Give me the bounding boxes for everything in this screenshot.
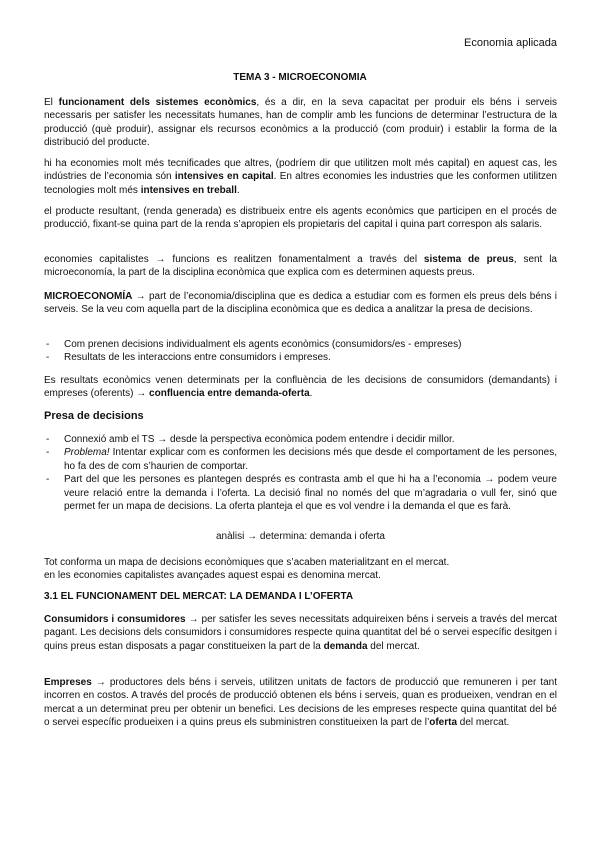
paragraph-economies-tecnificades: hi ha economies molt més tecnificades que altres, (podríem dir que utilitzen molt més capital) en aquest cas, les indústries de l’economia són intensives en capital. En altres economies les industries que les conformen utilitzen tecnologies molt més intensives en treball.: [44, 158, 557, 196]
subheading-presa-decisions: Presa de decisions: [44, 410, 144, 422]
paragraph-economies-capitalistes: economies capitalistes → funcions es realitzen fonamentalment a través del sistema de preus, sent la microeconomía, la part de la disciplina econòmica que explica com es determinen aquests preus.: [44, 254, 557, 279]
header-course: Economia aplicada: [464, 37, 557, 49]
list-item: - Problema! Intentar explicar com es conformen les decisions més que desde el comportament de les persones, ho fa des de com s’haurien de comportar.: [44, 446, 557, 473]
list-item: - Resultats de les interaccions entre consumidors i empreses.: [44, 351, 557, 364]
document-title: TEMA 3 - MICROECONOMIA: [233, 72, 367, 83]
list-presa-decisions: [44, 433, 557, 513]
paragraph-resultats: Es resultats econòmics venen determinats per la confluència de les decisions de consumidors (demandants) i empreses (oferents) → confluencia entre demanda-oferta.: [44, 375, 557, 400]
paragraph-funcionament: El funcionament dels sistemes econòmics, és a dir, en la seva capacitat per produir els béns i serveis necessaris per satisfer les necessitats humanes, han de complir amb les funcions de determinar l’estructura de la producció (què produir), assignar els recursos econòmics a la producció (com produir) i establir la forma de la distribució del producte.: [44, 97, 558, 149]
paragraph-consumidors: Consumidors i consumidores → per satisfer les seves necessitats adquireixen béns i serveis a través del mercat pagant. Les decisions dels consumidors i consumidores respecte quina quantitat del bé o servei específic desitgen i quins preus estan disposats a pagar constitueixen la part de la demanda del mercat.: [44, 614, 557, 652]
paragraph-empreses: Empreses → productores dels béns i serveis, utilitzen unitats de factors de producció que remuneren i per tant incorren en costos. A través del procés de producció obtenen els béns i serveis, quan es produeixen, vendran en el mercat a un determinat preu per obtenir un benefici. Les decisions de les empreses respecte quina quantitat del bé o servei específic produeixen i a quins preus els subministren constitueixen la part de l’oferta del mercat.: [44, 677, 557, 729]
list-item: - Com prenen decisions individualment els agents econòmics (consumidors/es - empreses): [44, 338, 557, 351]
list-item: - Part del que les persones es plantegen després es contrasta amb el que hi ha a l’economia → podem veure veure relació entre la demanda i l’oferta. La decisió final no només del que m’agradaria o vull fer, sinó que permet fer un mapa de decisions. La oferta planteja el que es vol vendre i la demanda el que es farà.: [44, 473, 557, 513]
paragraph-mapa-decisions: Tot conforma un mapa de decisions econòmiques que s’acaben materialitzant en el mercat. en les economies capitalistes avançades aquest espai es denomina mercat.: [44, 557, 450, 582]
paragraph-producte-resultant: el producte resultant, (renda generada) es distribueix entre els agents econòmics que participen en el procés de producció, fixant-se quina part de la renda s’apropien els propietaris del capital i quina part correspon als salaris.: [44, 206, 557, 231]
section-heading-mercat: 3.1 EL FUNCIONAMENT DEL MERCAT: LA DEMANDA I L’OFERTA: [44, 591, 354, 602]
list-item: - Connexió amb el TS → desde la perspectiva econòmica podem entendre i decidir millor.: [44, 433, 557, 446]
paragraph-microeconomia: MICROECONOMÍA → part de l’economia/disciplina que es dedica a estudiar com es formen els preus dels béns i serveis. Se la veu com aquella part de la disciplina econòmica que es dedica a analitzar la presa de decisions.: [44, 291, 557, 316]
center-line-analisi: anàlisi → determina: demanda i oferta: [216, 531, 385, 542]
list-microeconomia: [44, 338, 557, 365]
